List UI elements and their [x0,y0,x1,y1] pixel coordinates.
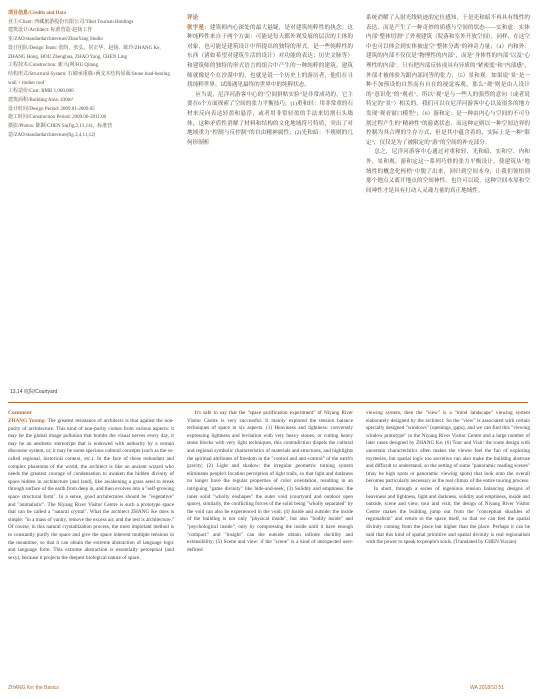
section-divider [8,402,528,403]
paragraph: 应当说，尼洋河游客中心的"空间拼贴实验"是非常成功的，它主要在6个方面探索了空间的张力平衡技巧。(1)重和轻：用非常重的石材来反向表达轻盈和悬浮，或者用非常轻盈的手法来切割石头墙体，这种矛盾性消解了材料和结构的文化地域符号特质，突出了对地域重力"控制与反控制"的自由精神属性；(2)光和暗：不规则的几何形制析 [187,91,353,146]
chinese-comment-column-2 [366,14,530,196]
credits-line: 工程造价/Cost: RMB 1,000,000 [8,89,74,95]
english-comment-column-3 [366,410,530,547]
credits-line: 摄影/Photos: 陈颢/CHEN Su(fig.2,13,14)、标准营造/ZAO/standardarchitecture(fig.3,4,11,12) [8,124,113,138]
figure-caption: 13,14 庭院/Courtyard [10,389,58,395]
paragraph: 建筑师内心深处的最大悬疑，是对建筑纯粹性的执念。这种纯粹性来自于两个方面：可能是每天都外观发展的层次的主体的对象，也可能是建筑设计中所提出的独特的形式。是一些纯粹性的东西（诸如希望对建筑生活的设计）对功能的表达；历史文脉等）和建筑师的独特的形式语言的组合中产生的一种纯粹的建筑。建筑师就像是个在沙漠中的，也就是说一个历史上的游历者，他们在寻找纯粹世界，试图遇见最终的世界中的纯粹状态。 [187,24,353,89]
chinese-comment-column-1 [187,14,353,148]
credits-line: 建筑面积/Building Area: 430m² [8,98,74,104]
project-credits [8,10,171,141]
paragraph: In short, through a series of ingenious tension balancing designs of heaviness and lightness, light and darkness, solidity and emptiness, inside and outside, scene and view, tour and visit, the design of Niyang River Visitor Centre makes the building jump out from the "conceptual shackles of regionalism" and return to the space itself, so that we can feel the spatial divinity coming from the place but higher than the place. Perhaps it can be said that this kind of spatial primitive and spatial divinity is real regionalism with the power to speak to people's souls. (Translated by CHEN Yuxiao) [366,485,530,546]
commenter-name-cn: 张宇星： [187,24,210,31]
credits-line: 设计团队/Design Team: 张昀、张弘、侯正华、赵扬、陈玲/ZHANG Ke, ZHANG Hong, HOU Zhenghua, ZHAO Yang, CHEN Ling [8,45,161,60]
page-number: WA 2018/10 51 [470,685,505,691]
credits-line: 施工时间/Construction Period: 2009.06-2011.06 [8,115,107,121]
comment-heading-en: Comment [8,410,32,416]
english-comment-column-1 [8,418,174,562]
credits-line: 业主/Client: 西藏旅游股份有限公司/Tibet Tourism Holdings [8,19,134,25]
paragraph: The greatest resistance of architects is that against the non-purity of architecture. This kind of non-purity comes from various aspects: it may be the global image pollution that bombs the visual nerves every day, it may be an aesthetic stereotype that is endowed with authority by a certain discourse system, or, it may be some specious cultural concepts (such as the so-called regional, historical context, etc.). In the face of these redundant and complex phantoms of the world, the architect is like an ancient wizard who needs the greatest courage of condensation to awaken the hidden divinity of space hidden in architecture (and land), like awakening a grass seed to break through surface of the earth from deep in, and then evolves into a "self-growing space structural form". In a sense, good architectures should be "vegetative" and "animalistic". The Niyang River Visitor Centre is such a prototype space that can be called a "natural crystal". What the architect ZHANG Ke does is simple: "in a mass of vanity, remove the excess air, and the rest is architecture." Of course, in this natural crystallization process, the most important method is to constantly purify the space and give the space inherent multiple tensions in the meantime, so that it can obtain the extreme abstraction of language logic and language form. This extreme abstraction is essentially perceptual (and sexy), because it projects the deepest biological nature of space. [8,418,174,561]
paragraph: viewing system, then the "view" is a "mind landscape" viewing system elaborately designed by the architect. So the "view" is associated with certain specially designed "windows" (openings, gaps), and we can find this "viewing window prototype" in the Niyang River Visitor Centre and a large number of later cases designed by ZHANG Ke; (6) Tour and Visit: the route design with uncertain characteristics often makes the viewer feel the fun of exploring mysteries, but spatial logic too secretive can also make the building abstruse and difficult to understand, so the setting of some "panoramic reading scenes" (may be high spots or panoramic viewing spots) that look onto the overall becomes particularly necessary as the real climax of the entire touring process. [366,410,530,485]
credits-line: 结构形式/Structural System: 石砌承重墙+两支木结构屋面/Stone load-bearing wall + timber roof [8,71,170,86]
credits-line: 建筑设计/Architect: 标准营造·赵扬工作室/ZAO/standardarchitecture/ZhaoYang Studio [8,28,103,43]
english-comment-column-2 [187,410,353,554]
commenter-name-en: ZHANG Yuxing: [8,418,46,424]
credits-heading: 项目信息/Credits and Data [8,11,66,16]
credits-line: 工程技术/Construction: 新兴(网/HU Qilang [8,63,98,69]
credits-line: 设计时间/Design Period: 2009.01-2009.05 [8,106,95,112]
paragraph: It's safe to say that the "space purification experiment" of Niyang River Visitor Centre is very successful. It mainly explored the tension balance techniques of space in six aspects. (1) Heaviness and lightness: conversely expressing lightness and levitation with very heavy stones, or cutting heavy stone blocks with very light techniques, this contradiction dispels the cultural and regional symbolic characteristics of materials and structures, and highlights the spiritual attributes of freedom in the "control and anti-control" of the earth's gravity; (2) Light and shadow: the irregular geometric turning system eliminates people's location perception of light trails, so that light and darkness no longer have the regular properties of color orientation, resulting in an intriguing "game divinity" like hide-and-seek; (3) Solidity and emptiness: the inner solid "wholly enshapes" the outer void (courtyard and outdoor open space), similarly, the conflicting forces of the solid being "wholly separated" by the void can also be experienced in the void; (4) Inside and outside: the inside of the building is not only "physical inside", but also "bodily inside" and "psychological inside", only by compressing the inside until it have enough "compact" and "insight" can the outside obtain infinite ductility and extensibility; (5) Scene and view: if the "scene" is a kind of unexpected user-defined [187,410,353,553]
paragraph: 总之，尼洋河游客中心通过对重和轻、光和暗、实和空、内和外、景和观、游和定这一系列巧妙的张力平衡设计，使建筑从"地域性的概念化桎梏"中脱了出来，回归到空间本身，让我们领悟到那个地点又离开地点的空间神性，也许可以说，这种空间本原和空间神性才是具有打动人灵魂力量的真正地域性。 [366,149,530,194]
paragraph: 系统消解了入射光线轨迹的定位感知，于是光和暗不再具有线性的表达，而是产生了一种奇妙的质感与空间的状态——实和虚：实体内部"整体切割"了外观建筑（院落和室外开放空间），同样，在这空中也可以体会到实体被虚空"整体分离"的神奇力量；（4）内和外：建筑的内部不仅仅是"物理性的内部"，而是"身体性的内部"以及"心理性的内部"。只有把内部反转成具有异质的"紧密度"和"内部感"，外部才被体验为跟内部同等的张力；（5）景和观：如果说"景"是一种不加预设的自然而有自在的视觉客观，那么"观"则是由人设计的"意识化"的"观看"。所以"观"是与一些人的强烈的意向（或者说特定的"景"）相关的，我们可以在尼洋河游客中心以及很多的地方发现"观看窗口模型"；（6）游和定：是一种由内心与空间的不可分割过程产生的"精神性"的游离状态，而这种定则以一种空间边界的控制为其合理的生存方式，但是其中蕴含着的，实际上是一种"限定"，仅仅是为了被限定的"游"的空间的补充部分。 [366,15,530,146]
comment-heading-cn: 评论 [187,15,199,21]
running-footer: ZHANG Ke: the Basics [8,685,59,691]
